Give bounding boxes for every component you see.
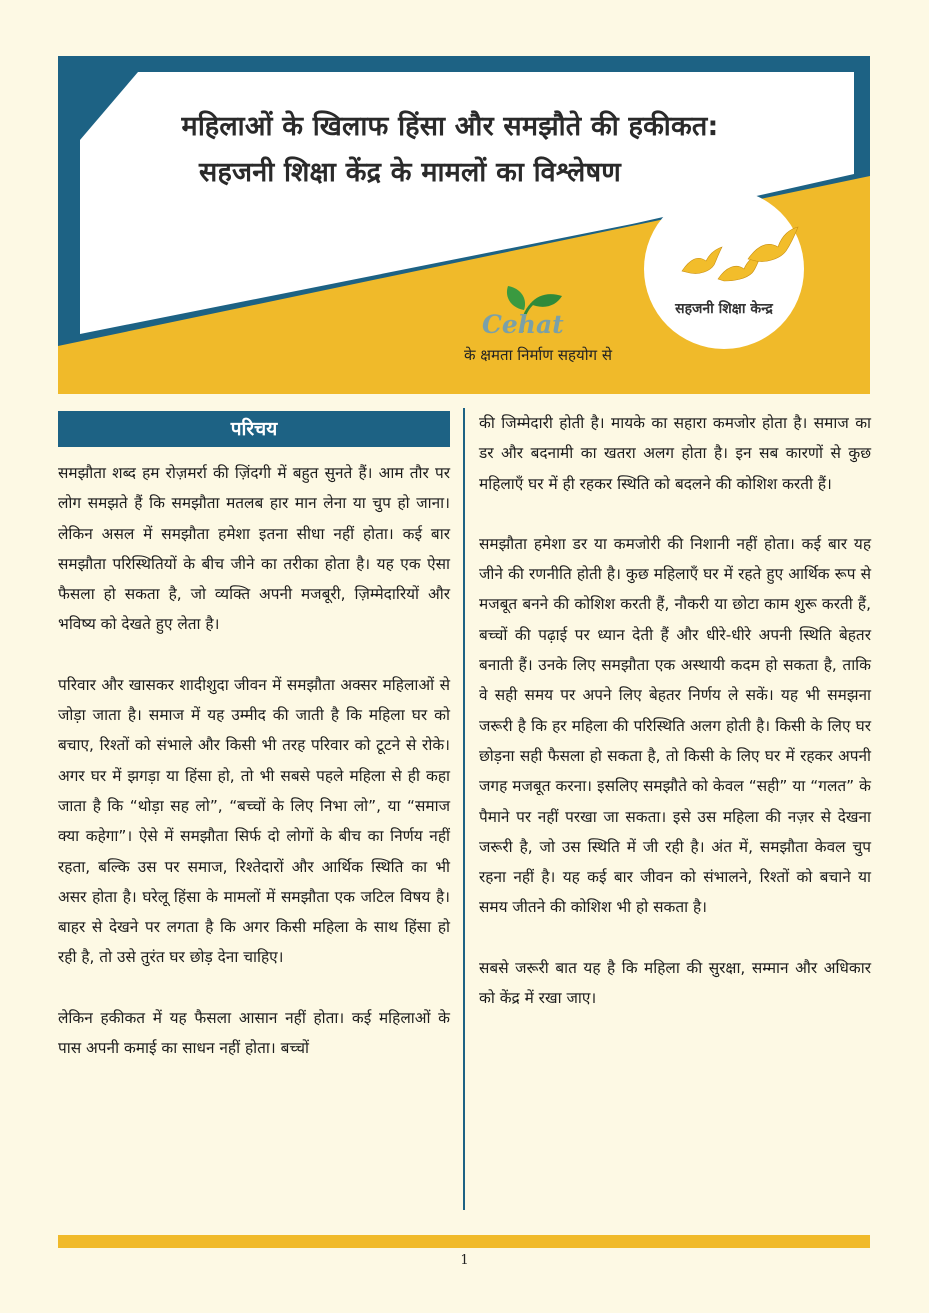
paragraph: लेकिन हकीकत में यह फैसला आसान नहीं होता। कई महिलाओं के पास अपनी कमाई का साधन नहीं होता। बच्चों [58, 1008, 450, 1058]
org-logo-label: सहजनी शिक्षा केन्द्र [675, 301, 773, 317]
partner-logo-text: Cehat [482, 310, 564, 339]
paragraph: सबसे जरूरी बात यह है कि महिला की सुरक्षा, सम्मान और अधिकार को केंद्र में रखा जाए। [479, 958, 871, 1008]
title-line-1: महिलाओं के खिलाफ हिंसा और समझौते की हकीकत: [181, 111, 719, 142]
paragraph: की जिम्मेदारी होती है। मायके का सहारा कमजोर होता है। समाज का डर और बदनामी का खतरा अलग होता है। इन सब कारणों से कुछ महिलाएँ घर में ही रहकर स्थिति को बदलने की कोशिश करती हैं। [479, 414, 871, 493]
footer-bar [58, 1235, 870, 1248]
header-banner [58, 56, 870, 394]
right-column [479, 408, 871, 1013]
support-text: के क्षमता निर्माण सहयोग से [464, 346, 612, 364]
column-divider [463, 408, 465, 1210]
paragraph: समझौता शब्द हम रोज़मर्रा की ज़िंदगी में बहुत सुनते हैं। आम तौर पर लोग समझते हैं कि समझौता मतलब हार मान लेना या चुप हो जाना। लेकिन असल में समझौता हमेशा इतना सीधा नहीं होता। कई बार समझौता परिस्थितियों के बीच जीने का तरीका होता है। यह एक ऐसा फैसला हो सकता है, जो व्यक्ति अपनी मजबूरी, ज़िम्मेदारियों और भविष्य को देखते हुए लेता है। [58, 464, 450, 634]
flying-birds-icon [644, 189, 804, 299]
left-column [58, 458, 450, 1063]
page-number: 1 [460, 1253, 469, 1268]
paragraph: परिवार और खासकर शादीशुदा जीवन में समझौता अक्सर महिलाओं से जोड़ा जाता है। समाज में यह उम्मीद की जाती है कि महिला घर को बचाए, रिश्तों को संभाले और किसी भी तरह परिवार को टूटने से रोके। अगर घर में झगड़ा या हिंसा हो, तो भी सबसे पहले महिला से ही कहा जाता है कि “थोड़ा सह लो”, “बच्चों के लिए निभा लो”, या “समाज क्या कहेगा”। ऐसे में समझौता सिर्फ दो लोगों के बीच का निर्णय नहीं रहता, बल्कि उस पर समाज, रिश्तेदारों और आर्थिक स्थिति का भी असर होता है। घरेलू हिंसा के मामलों में समझौता एक जटिल विषय है। बाहर से देखने पर लगता है कि अगर किसी महिला के साथ हिंसा हो रही है, तो उसे तुरंत घर छोड़ देना चाहिए। [58, 675, 451, 967]
paragraph: समझौता हमेशा डर या कमजोरी की निशानी नहीं होता। कई बार यह जीने की रणनीति होती है। कुछ महिलाएँ घर में रहते हुए आर्थिक रूप से मजबूत बनने की कोशिश करती हैं, नौकरी या छोटा काम शुरू करती हैं, बच्चों की पढ़ाई पर ध्यान देती हैं और धीरे-धीरे अपनी स्थिति बेहतर बनाती हैं। उनके लिए समझौता एक अस्थायी कदम हो सकता है, ताकि वे सही समय पर अपने लिए बेहतर निर्णय ले सकें। यह भी समझना जरूरी है कि हर महिला की परिस्थिति अलग होती है। किसी के लिए घर छोड़ना सही फैसला हो सकता है, तो किसी के लिए घर में रहकर अपनी जगह मजबूत करना। इसलिए समझौते को केवल “सही” या “गलत” के पैमाने पर नहीं परखा जा सकता। इसे उस महिला की नज़र से देखना जरूरी है, जो उस स्थिति में जी रही है। अंत में, समझौता केवल चुप रहना नहीं है। यह कई बार जीवन को संभालने, रिश्तों को बचाने या समय जीतने की कोशिश भी हो सकता है। [479, 534, 871, 917]
sahajani-logo [644, 189, 804, 349]
section-heading: परिचय [58, 411, 450, 447]
title-line-2: सहजनी शिक्षा केंद्र के मामलों का विश्लेषण [199, 157, 621, 188]
